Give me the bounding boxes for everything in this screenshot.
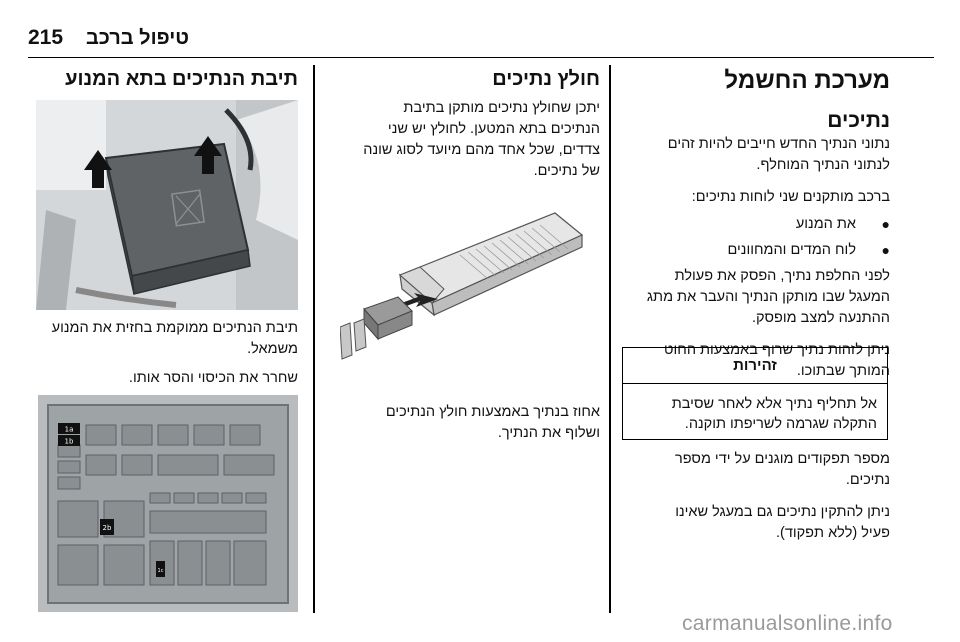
engine-compartment-photo (36, 100, 298, 310)
fuse-label-1c: 1c (157, 568, 164, 574)
paragraph-inactive-fuses (622, 502, 890, 544)
list-item-label: לוח המדים והמחוונים (727, 242, 856, 258)
text-line: ניתן להתקין נתיכים גם במעגל שאינו (675, 504, 890, 520)
text-line: פעיל (ללא תפקוד). (775, 525, 890, 541)
section-title-fuse-extractor: חולץ נתיכים (492, 68, 600, 90)
paragraph-before-replacing (622, 266, 890, 329)
text-line: משמאל. (247, 341, 298, 357)
fuse-label-1b: 1b (64, 437, 74, 446)
section-title-engine-fusebox: תיבת הנתיכים בתא המנוע (65, 68, 298, 90)
list-item (622, 240, 890, 261)
paragraph-pull-fuse (330, 402, 600, 444)
header-rule (28, 57, 934, 58)
text-line: מספר תפקודים מוגנים על ידי מספר (674, 451, 890, 467)
fuse-extractor-drawing (340, 205, 590, 375)
text-line: לנתוני הנתיך המוחלף. (756, 157, 890, 173)
paragraph-extractor (330, 98, 600, 182)
text-line: של נתיכים. (533, 163, 600, 179)
warning-box (622, 347, 888, 440)
middle-column-step (330, 402, 600, 444)
subsection-title-fuses: נתיכים (827, 109, 890, 132)
section-title-electrical: מערכת החשמל (724, 67, 890, 94)
right-column-continued (622, 449, 890, 544)
text-line: צדדים, שכל אחד מהם מיועד לסוג שונה (363, 142, 600, 158)
text-line: ההתנעה למצב מופסק. (751, 310, 890, 326)
paragraph-fusebox-location (36, 318, 298, 360)
middle-column (330, 64, 600, 182)
text-line: המותך שבתוכו. (796, 363, 890, 379)
text-line: אל תחליף נתיך אלא לאחר שסיבת (671, 396, 877, 412)
text-line: תיבת הנתיכים ממוקמת בחזית את המנוע (51, 320, 298, 336)
bullet-icon: ● (881, 216, 890, 232)
list-item (622, 214, 890, 235)
list-item-label: את המנוע (795, 216, 856, 232)
warning-title: זהירות (623, 348, 887, 384)
watermark: carmanualsonline.info (682, 612, 893, 635)
paragraph-fuse-panels: ברכב מותקנים שני לוחות נתיכים: (691, 189, 890, 205)
fusebox-image (38, 395, 298, 612)
text-line: התקלה שגרמה לשריפתו תוקנה. (684, 416, 877, 432)
text-line: ושלוף את הנתיך. (497, 425, 600, 441)
fuse-label-1a: 1a (64, 425, 74, 434)
page-section-title: טיפול ברכב (86, 27, 190, 49)
column-divider-right (609, 65, 611, 613)
text-line: המעגל שבו מותקן הנתיך והעבר את מתג (646, 289, 890, 305)
text-line: נתוני הנתיך החדש חייבים להיות זהים (667, 136, 890, 152)
warning-text (623, 384, 887, 434)
column-divider-left (313, 65, 315, 613)
fusebox-photo (38, 395, 298, 612)
fuse-panel-list (622, 214, 890, 261)
paragraph-replacement-spec (622, 134, 890, 176)
bullet-icon: ● (881, 242, 890, 258)
page-number: 215 (28, 26, 64, 49)
page-header (28, 26, 228, 52)
fuse-label-2b: 2b (102, 524, 112, 532)
text-line: נתיכים. (845, 472, 890, 488)
paragraph-functions (622, 449, 890, 491)
text-line: אחוז בנתיך באמצעות חולץ הנתיכים (385, 404, 600, 420)
text-line: הנתיכים בתא המטען. לחולץ יש שני (387, 121, 600, 137)
left-column-text (36, 318, 298, 389)
text-line: לפני החלפת נתיך, הפסק את פעולת (674, 268, 890, 284)
left-column (36, 64, 298, 92)
text-line: יתכן שחולץ נתיכים מותקן בתיבת (403, 100, 600, 116)
text-line: ניתן לזהות נתיך שרוף באמצעות החוט (664, 342, 890, 358)
engine-compartment-image (36, 100, 298, 310)
fuse-extractor-illustration (340, 205, 590, 375)
paragraph-remove-cover: שחרר את הכיסוי והסר אותו. (128, 370, 298, 386)
right-column (622, 64, 890, 382)
